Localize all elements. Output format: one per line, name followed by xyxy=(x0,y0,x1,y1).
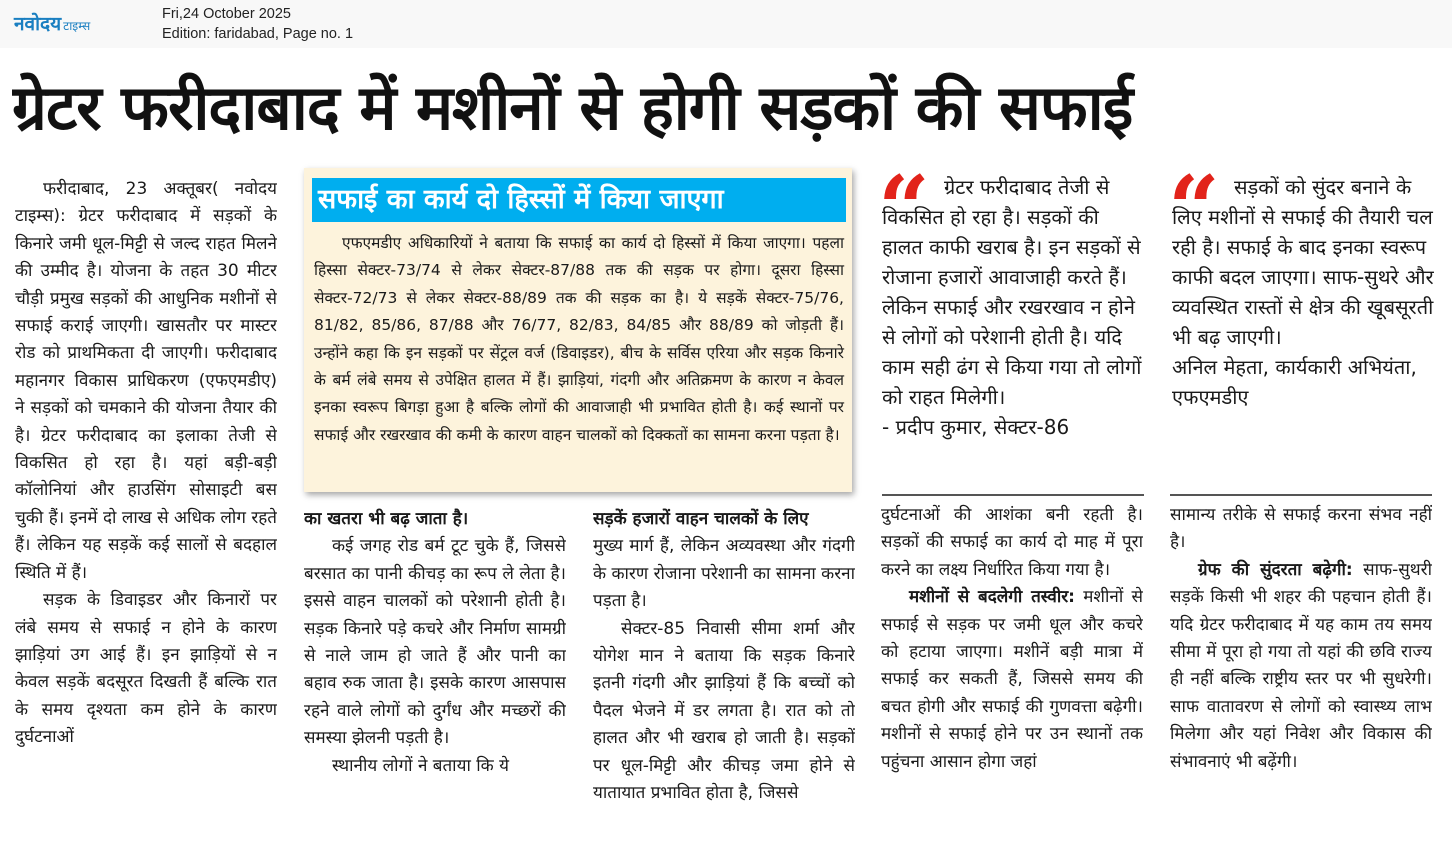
edition-page: Edition: faridabad, Page no. 1 xyxy=(162,26,354,42)
quote-attribution: अनिल मेहता, कार्यकारी अभियंता, एफएमडीए xyxy=(1172,355,1417,409)
quote-mark-icon: “ xyxy=(1168,156,1220,262)
quote-attribution: - प्रदीप कुमार, सेक्टर-86 xyxy=(882,415,1070,439)
edition-info xyxy=(162,4,353,44)
subheading: मशीनों से बदलेगी तस्वीर: xyxy=(909,587,1075,608)
divider xyxy=(882,494,1144,496)
epaper-header xyxy=(0,0,1452,48)
info-box-title: सफाई का कार्य दो हिस्सों में किया जाएगा xyxy=(312,178,846,222)
divider xyxy=(1170,494,1432,496)
quote-2: “ सड़कों को सुंदर बनाने के लिए मशीनों से सफाई की तैयारी चल रही है। सफाई के बाद इनका स्वरूप काफी बदल जाएगा। साफ-सुथरे और व्यवस्थित रास्तों से क्षेत्र की खूबसूरती भी बढ़ जाएगी। अनिल मेहता, कार्यकारी अभियंता, एफएमडीए xyxy=(1172,172,1434,412)
column-lead: का खतरा भी बढ़ जाता है। xyxy=(304,509,469,529)
article-column-1: फरीदाबाद, 23 अक्तूबर( नवोदय टाइम्स): ग्रेटर फरीदाबाद में सड़कों के किनारे जमी धूल-मिट्टी से जल्द राहत मिलने की उम्मीद है। योजना के तहत 30 मीटर चौड़ी प्रमुख सड़कों की आधुनिक मशीनों से सफाई कराई जाएगी। खासतौर पर मास्टर रोड को प्राथमिकता दी जाएगी। फरीदाबाद महानगर विकास प्राधिकरण (एफएमडीए) ने सड़कों को चमकाने की योजना तैयार की है। ग्रेटर फरीदाबाद का इलाका तेजी से विकसित हो रहा है। यहां बड़ी-बड़ी कॉलोनियां और हाउसिंग सोसाइटी बस चुकी हैं। इनमें दो लाख से अधिक लोग रहते हैं। लेकिन यह सड़कें कई सालों से बदहाल स्थिति में हैं। सड़क के डिवाइडर और किनारों पर लंबे समय से सफाई न होने के कारण झाड़ियां उग आई हैं। इन झाड़ियों से न केवल सड़कें बदसूरत दिखती हैं बल्कि रात के समय दृश्यता कम होने के कारण दुर्घटनाओं xyxy=(15,179,277,748)
article-column-2: का खतरा भी बढ़ जाता है। कई जगह रोड बर्म टूट चुके हैं, जिससे बरसात का पानी कीचड़ का रूप ले लेता है। इससे वाहन चालकों को परेशानी होती है। सड़क किनारे पड़े कचरे और निर्माण सामग्री से नाले जाम हो जाते हैं और पानी का बहाव रुक जाता है। इसके कारण आसपास रहने वाले लोगों को दुर्गंध और मच्छरों की समस्या झेलनी पड़ती है। स्थानीय लोगों ने बताया कि ये xyxy=(304,509,566,776)
quote-1: “ ग्रेटर फरीदाबाद तेजी से विकसित हो रहा है। सड़कों की हालत काफी खराब है। इन सड़कों से रोजाना हजारों आवाजाही करते हैं। लेकिन सफाई और रखरखाव न होने से लोगों को परेशानी होती है। यदि काम सही ढंग से किया गया तो लोगों को राहत मिलेगी। - प्रदीप कुमार, सेक्टर-86 xyxy=(882,172,1144,442)
info-box-body: एफएमडीए अधिकारियों ने बताया कि सफाई का कार्य दो हिस्सों में किया जाएगा। पहला हिस्सा सेक्टर-73/74 से लेकर सेक्टर-87/88 तक की सड़क पर होगा। दूसरा हिस्सा सेक्टर-72/73 से लेकर सेक्टर-88/89 तक की सड़क का है। ये सड़कें सेक्टर-75/76, 81/82, 85/86, 87/88 और 76/77, 82/83, 84/85 और 88/89 को जोड़ती हैं। उन्होंने कहा कि इन सड़कों पर सेंट्रल वर्ज (डिवाइडर), बीच के सर्विस एरिया और सड़क किनारे के बर्म लंबे समय से उपेक्षित हालत में हैं। झाड़ियां, गंदगी और अतिक्रमण के कारण न केवल इनका स्वरूप बिगड़ा हुआ है बल्कि लोगों की आवाजाही भी प्रभावित होती है। कई स्थानों पर सफाई और रखरखाव की कमी के कारण वाहन चालकों को दिक्कतों का सामना करना पड़ता है। xyxy=(314,234,844,444)
subheading: ग्रेफ की सुंदरता बढ़ेगी: xyxy=(1198,559,1353,580)
article-column-5: सामान्य तरीके से सफाई करना संभव नहीं है। ग्रेफ की सुंदरता बढ़ेगी: साफ-सुथरी सड़कें किसी भी शहर की पहचान होती हैं। यदि ग्रेटर फरीदाबाद में यह काम तय समय सीमा में पूरा हो गया तो यहां की छवि राज्य ही नहीं बल्कि राष्ट्रीय स्तर पर भी सुधरेगी। साफ वातावरण से लोगों को स्वास्थ्य लाभ मिलेगा और यहां निवेश और विकास की संभावनाएं भी बढ़ेंगी। xyxy=(1170,505,1432,772)
headline: ग्रेटर फरीदाबाद में मशीनों से होगी सड़कों की सफाई xyxy=(12,71,1133,144)
column-lead: सड़कें हजारों वाहन चालकों के लिए xyxy=(593,509,809,529)
quote-mark-icon: “ xyxy=(878,156,930,262)
article-column-3: सड़कें हजारों वाहन चालकों के लिए मुख्य मार्ग हैं, लेकिन अव्यवस्था और गंदगी के कारण रोजाना परेशानी का सामना करना पड़ता है। सेक्टर-85 निवासी सीमा शर्मा और योगेश मान ने बताया कि सड़क किनारे इतनी गंदगी और झाड़ियां हैं कि बच्चों को पैदल भेजने में डर लगता है। रात को तो हालत और भी खराब हो जाती है। सड़कों पर धूल-मिट्टी और कीचड़ जमा होने से यातायात प्रभावित होता है, जिससे xyxy=(593,509,855,804)
issue-date: Fri,24 October 2025 xyxy=(162,6,291,22)
article-column-4: दुर्घटनाओं की आशंका बनी रहती है। सड़कों की सफाई का कार्य दो माह में पूरा करने का लक्ष्य निर्धारित किया गया है। मशीनों से बदलेगी तस्वीर: मशीनों से सफाई से सड़क पर जमी धूल और कचरे को हटाया जाएगा। मशीनें बड़ी मात्रा में सफाई कर सकती हैं, जिससे समय की बचत होगी और सफाई की गुणवत्ता बढ़ेगी। मशीनों से सफाई होने पर उन स्थानों तक पहुंचना आसान होगा जहां xyxy=(881,505,1143,772)
info-box xyxy=(304,168,852,492)
logo[interactable]: नवोदय टाइम्स xyxy=(14,13,91,35)
